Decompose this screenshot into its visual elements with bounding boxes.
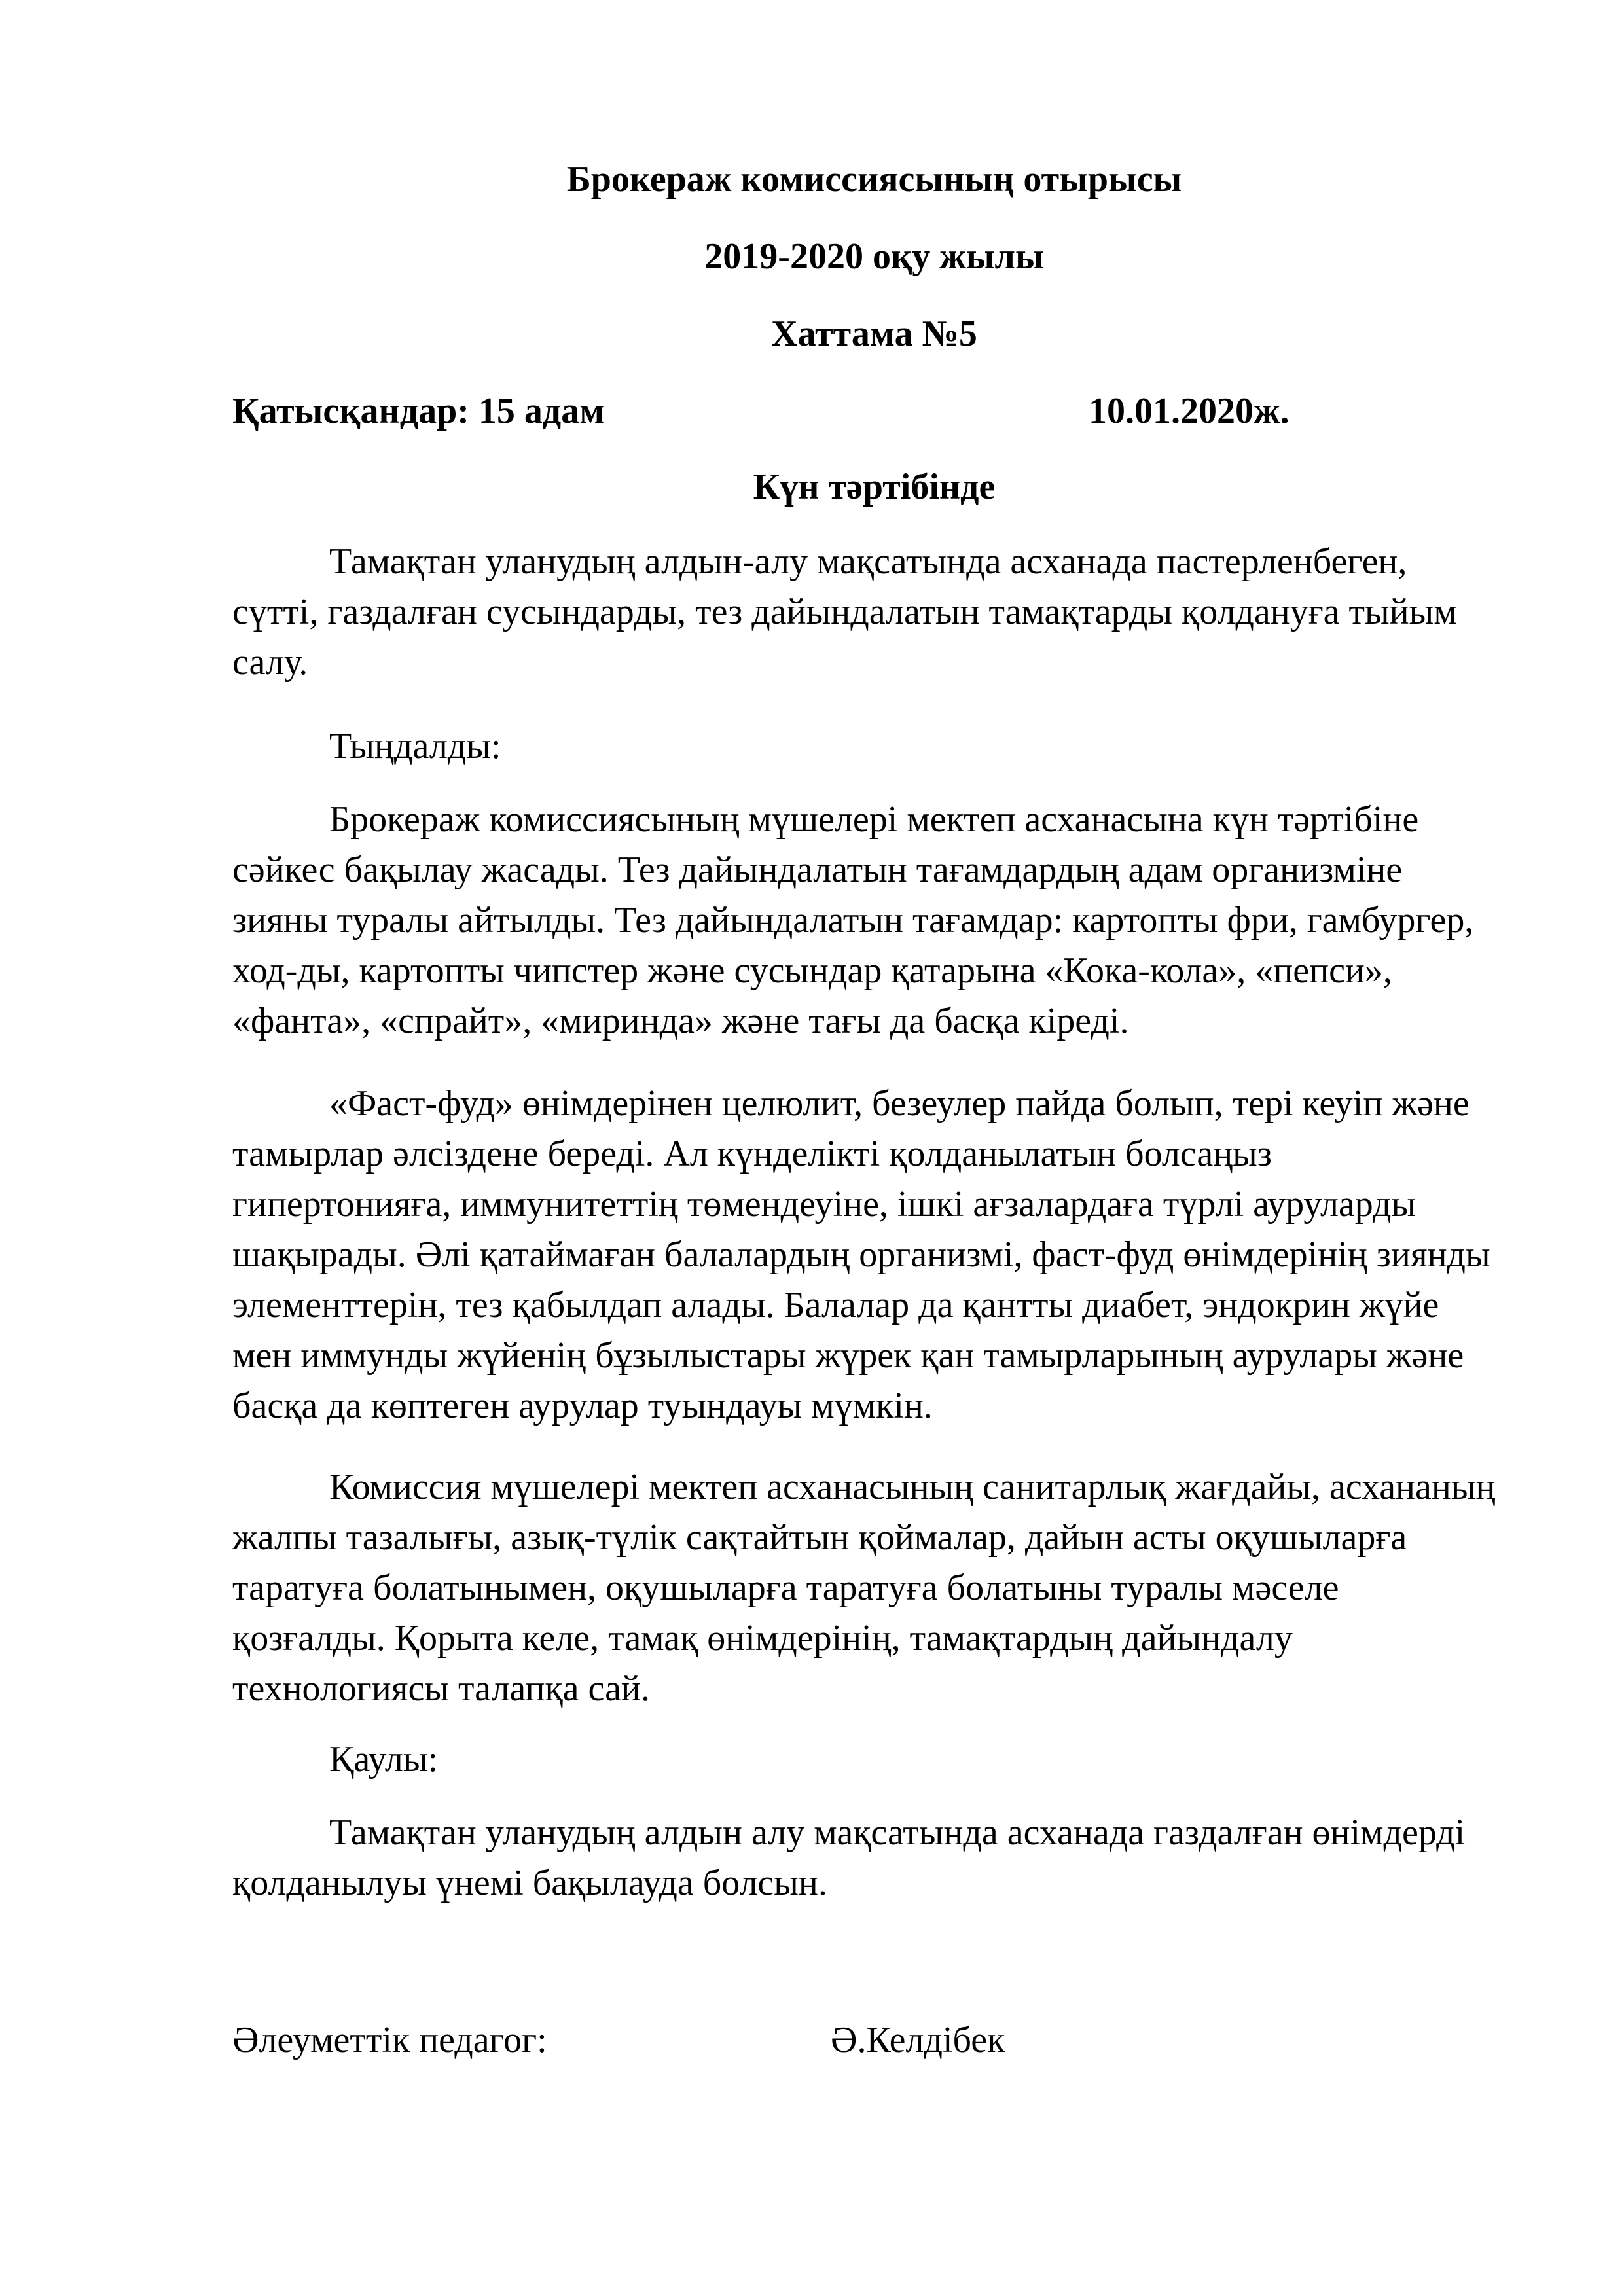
meeting-date: 10.01.2020ж. <box>1089 391 1290 431</box>
agenda-heading: Күн тәртібінде <box>753 467 996 507</box>
signature-role: Әлеуметтік педагог: <box>232 2020 547 2060</box>
resolved-text: Тамақтан уланудың алдын алу мақсатында асханада газдалған өнімдерді қолданылуы үнемі бақылауда болсын. <box>232 1812 1466 1903</box>
listened-paragraph: Брокераж комиссиясының мүшелері мектеп асханасына күн тәртібіне сәйкес бақылау жасады. Тез дайындалатын тағамдардың адам организміне зияны туралы айтылды. Тез дайындалатын тағамдар: картопты фри, гамбургер, ход-ды, картопты чипстер және сусындар қатарына «Кока-кола», «пепси», «фанта», «спрайт», «миринда» және тағы да басқа кіреді. <box>232 799 1474 1041</box>
participants-count: Қатысқандар: 15 адам <box>232 391 605 431</box>
agenda-text: Тамақтан уланудың алдын-алу мақсатында асханада пастерленбеген, сүтті, газдалған сусындарды, тез дайындалатын тамақтарды қолдануға тыйым салу. <box>232 541 1457 683</box>
signature-name: Ә.Келдібек <box>831 2020 1005 2060</box>
academic-year: 2019-2020 оқу жылы <box>704 236 1044 277</box>
listened-label: Тыңдалды: <box>329 726 501 766</box>
signature-row <box>232 2017 1149 2063</box>
listened-paragraph: «Фаст-фуд» өнімдерінен целюлит, безеулер пайда болып, тері кеуіп және тамырлар әлсіздене береді. Ал күнделікті қолданылатын болсаңыз гипертонияға, иммунитеттің төмендеуіне, ішкі ағзалардаға түрлі ауруларды шақырады. Әлі қатаймаған балалардың организмі, фаст-фуд өнімдерінің зиянды элементтерін, тез қабылдап алады. Балалар да қантты диабет, эндокрин жүйе мен иммунды жүйенің бұзылыстары жүрек қан тамырларының аурулары және басқа да көптеген аурулар туындауы мүмкін. <box>232 1083 1490 1426</box>
resolved-label: Қаулы: <box>329 1739 439 1780</box>
document-title: Брокераж комиссиясының отырысы <box>566 159 1182 200</box>
protocol-number: Хаттама №5 <box>771 314 977 354</box>
meta-row <box>232 390 1312 432</box>
listened-paragraph: Комиссия мүшелері мектеп асханасының санитарлық жағдайы, асхананың жалпы тазалығы, азық-түлік сақтайтын қоймалар, дайын асты оқушыларға таратуға болатынымен, оқушыларға таратуға болатыны туралы мәселе қозғалды. Қорыта келе, тамақ өнімдерінің, тамақтардың дайындалу технологиясы талапқа сай. <box>232 1467 1496 1709</box>
